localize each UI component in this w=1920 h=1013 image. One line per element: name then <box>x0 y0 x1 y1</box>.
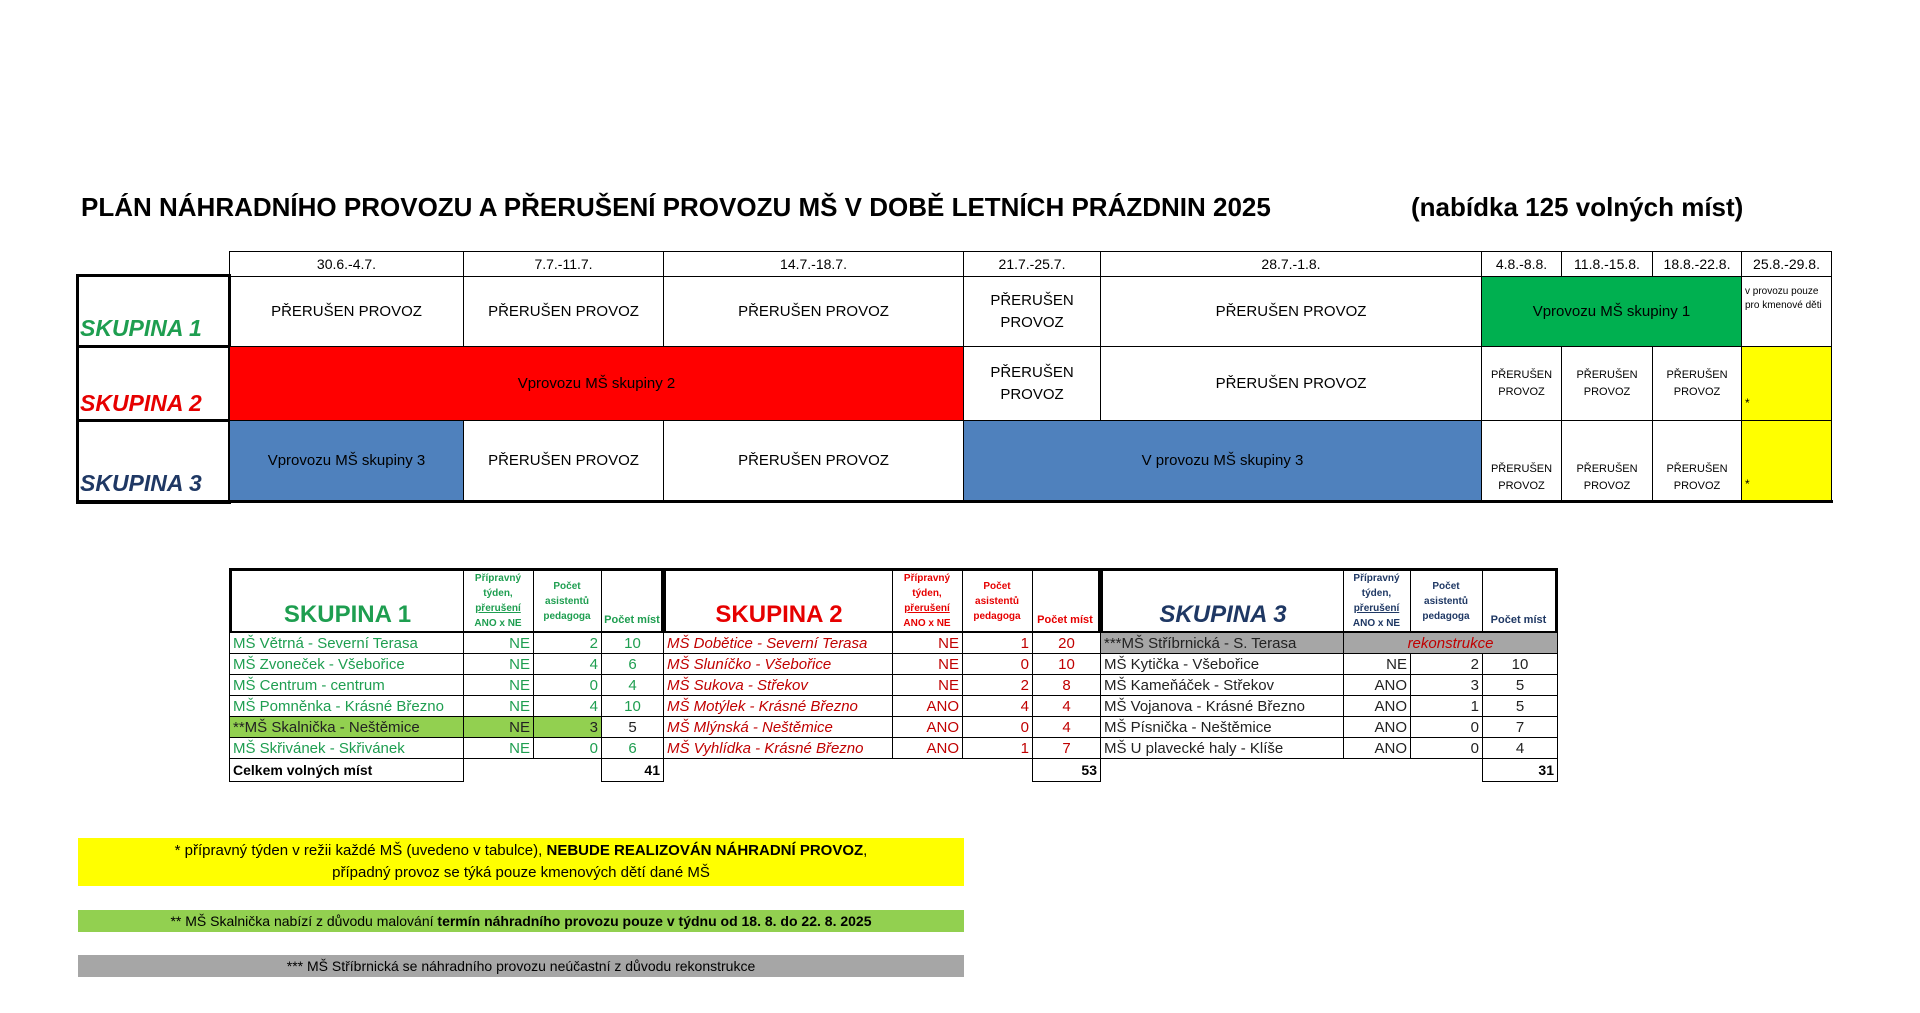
table-cell-places: 4 <box>1032 716 1101 738</box>
note-text-bold: NEBUDE REALIZOVÁN NÁHRADNÍ PROVOZ <box>546 842 864 859</box>
table-cell-ready: NE <box>463 737 534 759</box>
table-cell-assist: 1 <box>962 737 1033 759</box>
table-row-name: MŠ Vyhlídka - Krásné Březno <box>663 737 893 759</box>
cell-text: PŘERUŠEN <box>1576 463 1638 475</box>
table-cell-places: 10 <box>1032 653 1101 675</box>
note-stribrnicka: *** MŠ Stříbrnická se náhradního provozu neúčastní z důvodu rekonstrukce <box>78 955 964 977</box>
cell-text: PROVOZ <box>1673 385 1721 398</box>
week-header: 21.7.-25.7. <box>963 251 1101 277</box>
table-cell-ready: ANO <box>1343 716 1411 738</box>
table-cell-ready: ANO <box>1343 674 1411 696</box>
note-skalnicka <box>78 910 964 932</box>
table-group-title: SKUPINA 3 <box>1159 601 1287 628</box>
schedule-cell-active: Vprovozu MŠ skupiny 3 <box>229 420 464 502</box>
table-row-name: MŠ Motýlek - Krásné Březno <box>663 695 893 717</box>
schedule-cell: PŘERUŠEN PROVOZ <box>1100 346 1482 421</box>
col-header-assist <box>962 570 1032 632</box>
table-cell-assist: 2 <box>1410 653 1483 675</box>
table-cell-assist: 0 <box>962 653 1033 675</box>
table-row-name: MŠ Sluníčko - Všebořice <box>663 653 893 675</box>
table-cell-places: 4 <box>1482 737 1558 759</box>
cell-text: PROVOZ <box>1000 385 1064 403</box>
table-cell-assist: 2 <box>533 632 602 654</box>
divider <box>76 500 1833 503</box>
schedule-cell-active: Vprovozu MŠ skupiny 2 <box>229 346 964 421</box>
cell-text: PROVOZ <box>1583 385 1631 398</box>
offer-note: (nabídka 125 volných míst) <box>1411 192 1744 222</box>
col-header-text: přerušení <box>1353 603 1400 614</box>
table-row-name: MŠ Sukova - Střekov <box>663 674 893 696</box>
note-line <box>175 840 868 862</box>
schedule-cell <box>1481 420 1562 502</box>
col-header-text: týden, <box>1361 588 1392 599</box>
table-cell-places: 6 <box>601 737 664 759</box>
table-cell-assist: 0 <box>533 737 602 759</box>
schedule-cell: PŘERUŠEN PROVOZ <box>663 420 964 502</box>
schedule-cell <box>1652 346 1742 421</box>
note-preparatory-week <box>78 838 964 886</box>
table-cell-ready: NE <box>892 653 963 675</box>
note-text: * přípravný týden v režii každé MŠ (uvedeno v tabulce), <box>174 842 547 859</box>
col-header-text: pedagoga <box>973 610 1021 622</box>
col-header-ready <box>1343 570 1410 632</box>
table-row-name: MŠ Dobětice - Severní Terasa <box>663 632 893 654</box>
table-cell-ready: NE <box>463 674 534 696</box>
cell-text: PŘERUŠEN <box>1666 368 1728 381</box>
col-header-ready <box>892 570 962 632</box>
cell-text: PROVOZ <box>1673 480 1721 492</box>
table-cell-ready: ANO <box>1343 695 1411 717</box>
total-label: Celkem volných míst <box>229 758 464 782</box>
schedule-cell-star: * <box>1741 420 1832 502</box>
page-title: PLÁN NÁHRADNÍHO PROVOZU A PŘERUŠENÍ PROVOZU MŠ V DOBĚ LETNÍCH PRÁZDNIN 2025 <box>81 192 1271 222</box>
table-cell-places: 5 <box>1482 695 1558 717</box>
week-header: 30.6.-4.7. <box>229 251 464 277</box>
table-cell-ready: ANO <box>892 716 963 738</box>
table-row-name: MŠ Písnička - Neštěmice <box>1100 716 1344 738</box>
col-header-text: Počet <box>983 580 1011 592</box>
note-text: ** MŠ Skalnička nabízí z důvodu malování <box>170 913 434 929</box>
table-cell-places: 5 <box>601 716 664 738</box>
table-cell-places: 5 <box>1482 674 1558 696</box>
table-row-name: MŠ Mlýnská - Neštěmice <box>663 716 893 738</box>
col-header-text: ANO x NE <box>474 618 522 629</box>
reconstruction-label: rekonstrukce <box>1343 632 1558 654</box>
table-cell-assist: 3 <box>1410 674 1483 696</box>
week-header: 28.7.-1.8. <box>1100 251 1482 277</box>
col-header-text: pedagoga <box>543 610 591 622</box>
table-cell-ready: NE <box>463 653 534 675</box>
schedule-cell: PŘERUŠEN PROVOZ <box>229 276 464 347</box>
group-label-2: SKUPINA 2 <box>80 390 202 416</box>
schedule-cell <box>1561 420 1653 502</box>
note-line: případný provoz se týká pouze kmenových dětí dané MŠ <box>332 864 710 881</box>
col-header-places: Počet míst <box>1037 614 1093 626</box>
table-cell-ready: NE <box>892 674 963 696</box>
col-header-text: Přípravný <box>903 573 951 584</box>
table-cell-ready: NE <box>1343 653 1411 675</box>
table-cell-assist: 2 <box>962 674 1033 696</box>
col-header-text: Přípravný <box>1353 573 1400 584</box>
table-cell-ready: NE <box>463 695 534 717</box>
table-cell-ready: NE <box>463 716 534 738</box>
col-header-assist <box>533 570 601 632</box>
cell-text: PŘERUŠEN <box>1666 463 1728 475</box>
col-header-text: Přípravný <box>474 573 522 584</box>
table-cell-places: 7 <box>1482 716 1558 738</box>
table-cell-ready: ANO <box>1343 737 1411 759</box>
table-cell-places: 4 <box>601 674 664 696</box>
col-header-text: přerušení <box>475 603 521 614</box>
schedule-cell: PŘERUŠEN PROVOZ <box>663 276 964 347</box>
table-cell-assist: 4 <box>533 695 602 717</box>
note-text-bold: termín náhradního provozu pouze v týdnu od 18. 8. do 22. 8. 2025 <box>437 913 872 929</box>
table-group-title: SKUPINA 1 <box>283 601 412 628</box>
schedule-cell <box>1652 420 1742 502</box>
schedule-cell <box>963 276 1101 347</box>
table-cell-assist: 4 <box>533 653 602 675</box>
col-header-text: Počet <box>553 580 581 592</box>
schedule-cell: PŘERUŠEN PROVOZ <box>463 276 664 347</box>
table-cell-assist: 1 <box>1410 695 1483 717</box>
schedule-cell <box>1561 346 1653 421</box>
note-text: , <box>863 842 868 859</box>
col-header-places: Počet míst <box>604 614 660 626</box>
table-cell-assist: 0 <box>533 674 602 696</box>
table-cell-assist: 3 <box>533 716 602 738</box>
schedule-cell-active: Vprovozu MŠ skupiny 1 <box>1481 276 1742 347</box>
total-g3: 31 <box>1482 758 1558 782</box>
schedule-cell: v provozu pouze pro kmenové děti <box>1741 276 1832 347</box>
table-cell-places: 8 <box>1032 674 1101 696</box>
table-row-name: MŠ Skřivánek - Skřivánek <box>229 737 464 759</box>
table-cell-ready: ANO <box>892 737 963 759</box>
col-header-text: týden, <box>483 588 513 599</box>
cell-text: PŘERUŠEN <box>1576 368 1638 381</box>
col-header-ready <box>463 570 533 632</box>
table-cell-assist: 0 <box>962 716 1033 738</box>
schedule-cell-active: V provozu MŠ skupiny 3 <box>963 420 1482 502</box>
cell-text: PŘERUŠEN <box>990 291 1074 309</box>
col-header-text: asistentů <box>975 595 1019 607</box>
cell-text: PŘERUŠEN <box>990 363 1074 381</box>
table-cell-assist: 4 <box>962 695 1033 717</box>
col-header-text: asistentů <box>545 595 589 607</box>
group-label-1: SKUPINA 1 <box>80 315 202 341</box>
week-header: 14.7.-18.7. <box>663 251 964 277</box>
col-header-text: přerušení <box>904 603 950 614</box>
schedule-cell <box>1481 346 1562 421</box>
total-g1: 41 <box>601 758 664 782</box>
schedule-cell: PŘERUŠEN PROVOZ <box>463 420 664 502</box>
table-cell-assist: 0 <box>1410 716 1483 738</box>
col-header-text: Počet <box>1432 580 1460 592</box>
table-cell-places: 10 <box>601 632 664 654</box>
week-header: 7.7.-11.7. <box>463 251 664 277</box>
cell-text: PROVOZ <box>1498 480 1545 492</box>
week-header: 4.8.-8.8. <box>1481 251 1562 277</box>
table-cell-ready: ANO <box>892 695 963 717</box>
schedule-cell <box>963 346 1101 421</box>
week-header: 18.8.-22.8. <box>1652 251 1742 277</box>
table-cell-ready: NE <box>463 632 534 654</box>
cell-text: PŘERUŠEN <box>1490 463 1553 475</box>
table-cell-places: 10 <box>601 695 664 717</box>
col-header-places: Počet míst <box>1490 614 1547 626</box>
schedule-cell-star: * <box>1741 346 1832 421</box>
table-row-name: MŠ Centrum - centrum <box>229 674 464 696</box>
cell-text: PROVOZ <box>1000 313 1064 331</box>
cell-text: PROVOZ <box>1498 385 1545 398</box>
table-row-name: MŠ Zvoneček - Všebořice <box>229 653 464 675</box>
cell-text: PŘERUŠEN <box>1490 368 1553 381</box>
col-header-assist <box>1410 570 1482 632</box>
col-header-text: asistentů <box>1424 595 1468 607</box>
table-cell-places: 10 <box>1482 653 1558 675</box>
table-row-name: **MŠ Skalnička - Neštěmice <box>229 716 464 738</box>
table-cell-places: 20 <box>1032 632 1101 654</box>
table-row-name: ***MŠ Stříbrnická - S. Terasa <box>1100 632 1344 654</box>
table-row-name: MŠ Vojanova - Krásné Březno <box>1100 695 1344 717</box>
table-row-name: MŠ Pomněnka - Krásné Březno <box>229 695 464 717</box>
col-header-text: ANO x NE <box>1352 618 1401 629</box>
table-row-name: MŠ Kytička - Všebořice <box>1100 653 1344 675</box>
table-row-name: MŠ Kameňáček - Střekov <box>1100 674 1344 696</box>
cell-text: PROVOZ <box>1583 480 1631 492</box>
week-header: 11.8.-15.8. <box>1561 251 1653 277</box>
col-header-text: pedagoga <box>1422 610 1470 622</box>
table-cell-places: 7 <box>1032 737 1101 759</box>
group-label-3: SKUPINA 3 <box>80 470 202 496</box>
table-cell-places: 6 <box>601 653 664 675</box>
col-header-text: ANO x NE <box>903 618 951 629</box>
col-header-text: týden, <box>912 588 942 599</box>
table-row-name: MŠ Větrná - Severní Terasa <box>229 632 464 654</box>
week-header: 25.8.-29.8. <box>1741 251 1832 277</box>
table-group-title: SKUPINA 2 <box>715 601 843 628</box>
table-cell-assist: 1 <box>962 632 1033 654</box>
schedule-cell: PŘERUŠEN PROVOZ <box>1100 276 1482 347</box>
table-cell-places: 4 <box>1032 695 1101 717</box>
table-cell-ready: NE <box>892 632 963 654</box>
table-cell-assist: 0 <box>1410 737 1483 759</box>
table-row-name: MŠ U plavecké haly - Klíše <box>1100 737 1344 759</box>
total-g2: 53 <box>1032 758 1101 782</box>
